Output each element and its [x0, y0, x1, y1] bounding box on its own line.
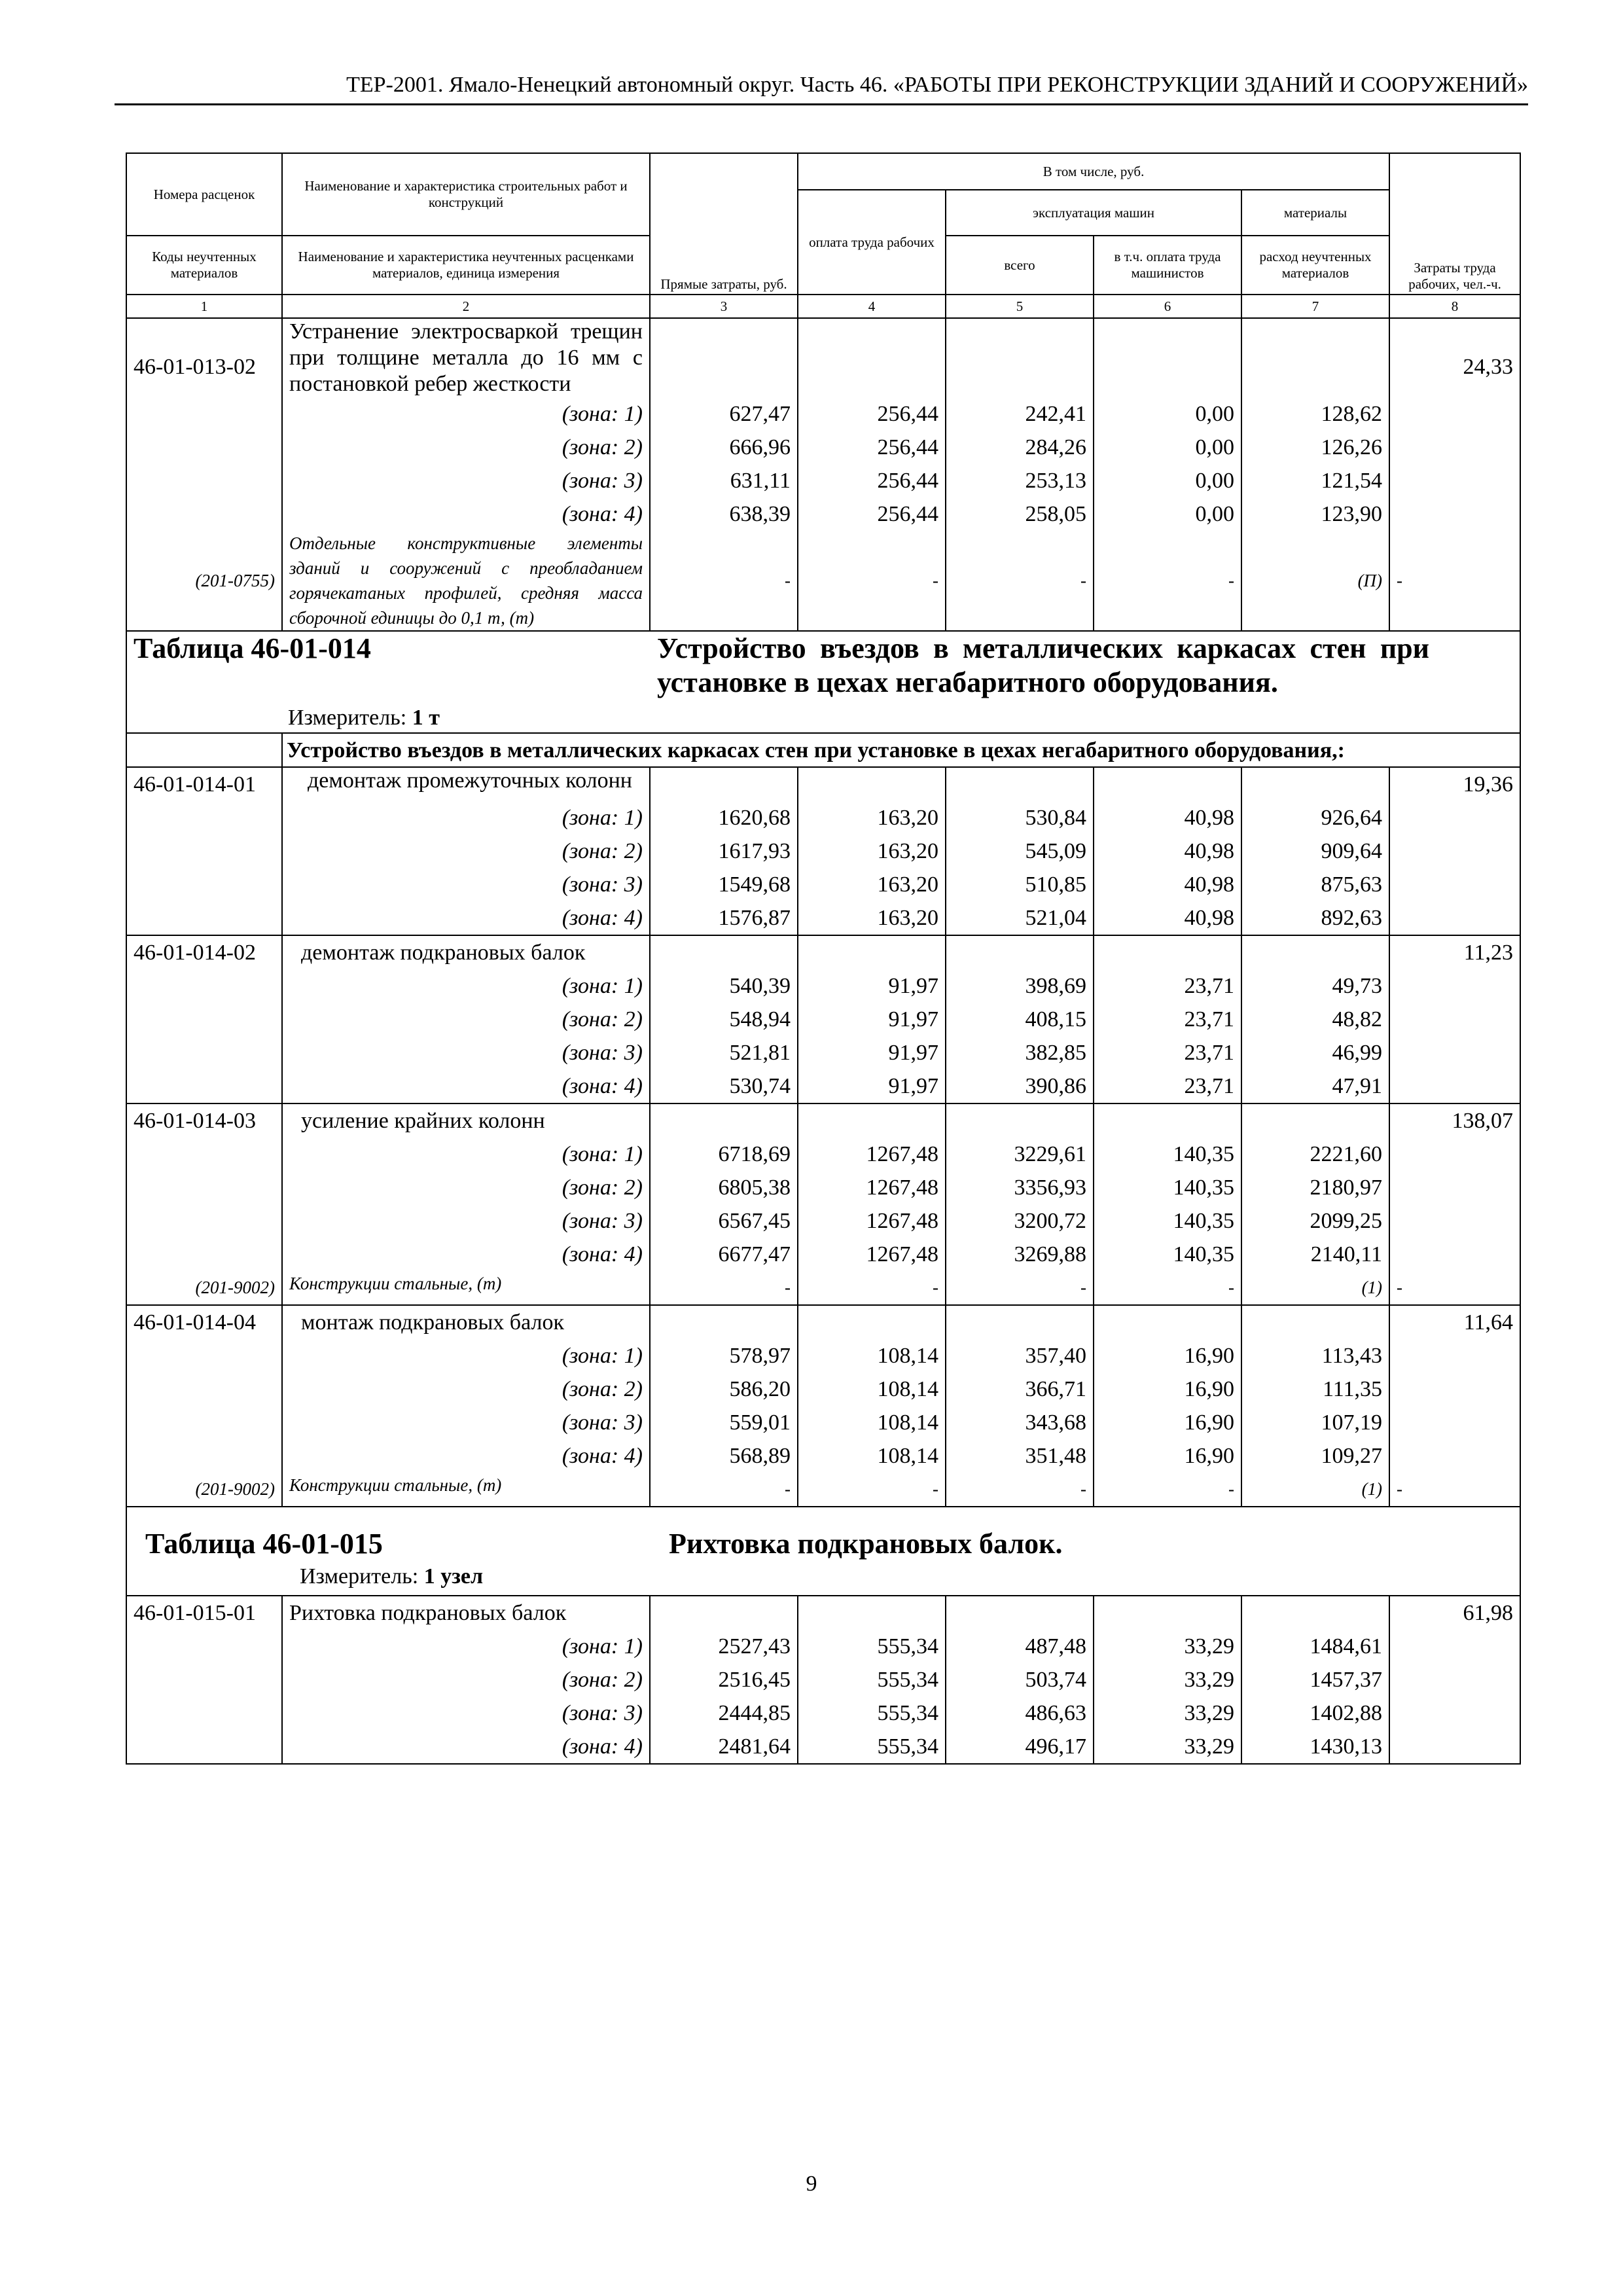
table-row — [126, 318, 1520, 397]
table-row — [126, 935, 1520, 969]
table-row — [126, 1138, 1520, 1171]
zone-label: (зона: 2) — [282, 1372, 650, 1406]
cell: 6677,47 — [650, 1238, 798, 1271]
cell: 875,63 — [1241, 868, 1389, 901]
labor-value: 11,64 — [1389, 1305, 1520, 1339]
cell: 256,44 — [798, 497, 946, 531]
page-number: 9 — [806, 2172, 817, 2196]
rate-name: монтаж подкрановых балок — [282, 1305, 650, 1339]
zone-label: (зона: 1) — [282, 801, 650, 834]
cell: 586,20 — [650, 1372, 798, 1406]
rate-code: 46-01-014-02 — [126, 935, 282, 969]
rate-name: усиление крайних колонн — [282, 1103, 650, 1138]
cell: 555,34 — [798, 1730, 946, 1764]
cell: 555,34 — [798, 1663, 946, 1696]
rate-code: 46-01-014-01 — [126, 767, 282, 801]
cell: 521,04 — [946, 901, 1094, 935]
table-row — [126, 834, 1520, 868]
labor-value: 138,07 — [1389, 1103, 1520, 1138]
table-row — [126, 1372, 1520, 1406]
col-head-material-usage: расход неучтенных материалов — [1241, 236, 1389, 295]
zone-label: (зона: 1) — [282, 397, 650, 431]
cell: - — [798, 531, 946, 631]
cell: 109,27 — [1241, 1439, 1389, 1473]
zone-label: (зона: 4) — [282, 901, 650, 935]
zone-label: (зона: 2) — [282, 1171, 650, 1204]
cell: 16,90 — [1094, 1439, 1241, 1473]
cell: 40,98 — [1094, 901, 1241, 935]
cell: 578,97 — [650, 1339, 798, 1372]
table-name: Устройство въездов в металлических каркасах стен при установке в цехах негабаритного оборудования. — [657, 632, 1429, 698]
measure-unit: 1 узел — [423, 1564, 484, 1588]
zone-label: (зона: 1) — [282, 969, 650, 1003]
material-code: (201-9002) — [126, 1473, 282, 1507]
table-row — [126, 969, 1520, 1003]
material-row — [126, 531, 1520, 631]
cell: 1267,48 — [798, 1238, 946, 1271]
cell: 638,39 — [650, 497, 798, 531]
table-row — [126, 431, 1520, 464]
cell: 113,43 — [1241, 1339, 1389, 1372]
table-row — [126, 801, 1520, 834]
cell: 108,14 — [798, 1439, 946, 1473]
zone-label: (зона: 2) — [282, 1003, 650, 1036]
cell: 2481,64 — [650, 1730, 798, 1764]
zone-label: (зона: 2) — [282, 1663, 650, 1696]
table-row — [126, 1596, 1520, 1630]
cell: 382,85 — [946, 1036, 1094, 1069]
cell: 126,26 — [1241, 431, 1389, 464]
cell: 909,64 — [1241, 834, 1389, 868]
cell: - — [798, 1271, 946, 1305]
rate-name: Устранение электросваркой трещин при толщине металла до 16 мм с постановкой ребер жесткости — [282, 318, 650, 397]
cell: 2527,43 — [650, 1630, 798, 1663]
cell: 40,98 — [1094, 801, 1241, 834]
zone-label: (зона: 1) — [282, 1630, 650, 1663]
table-row — [126, 767, 1520, 801]
rate-code: 46-01-013-02 — [126, 318, 282, 397]
col-number: 5 — [946, 295, 1094, 318]
zone-label: (зона: 3) — [282, 1696, 650, 1730]
measure — [145, 1562, 1513, 1591]
cell: 107,19 — [1241, 1406, 1389, 1439]
zone-label: (зона: 1) — [282, 1138, 650, 1171]
labor-value: 24,33 — [1389, 318, 1520, 397]
table-row — [126, 1003, 1520, 1036]
cell: 510,85 — [946, 868, 1094, 901]
material-code: (201-9002) — [126, 1271, 282, 1305]
table-name: Рихтовка подкрановых балок. — [669, 1528, 1063, 1560]
cell: 140,35 — [1094, 1171, 1241, 1204]
col-head-material-codes: Коды неучтенных материалов — [126, 236, 282, 295]
table-header — [126, 153, 1520, 318]
table-row — [126, 1036, 1520, 1069]
cell: - — [798, 1473, 946, 1507]
cell: 40,98 — [1094, 834, 1241, 868]
measure-label: Измеритель: — [288, 706, 412, 730]
cell: 242,41 — [946, 397, 1094, 431]
subtitle-row — [126, 733, 1520, 767]
labor-value: 61,98 — [1389, 1596, 1520, 1630]
cell: 3269,88 — [946, 1238, 1094, 1271]
cell: 47,91 — [1241, 1069, 1389, 1103]
col-head-materials: материалы — [1241, 190, 1389, 236]
cell: 46,99 — [1241, 1036, 1389, 1069]
cell: - — [1094, 1271, 1241, 1305]
cell: 256,44 — [798, 397, 946, 431]
col-number: 6 — [1094, 295, 1241, 318]
table-row — [126, 497, 1520, 531]
table-row — [126, 464, 1520, 497]
cell: 1457,37 — [1241, 1663, 1389, 1696]
cell: 555,34 — [798, 1696, 946, 1730]
table-subtitle: Устройство въездов в металлических каркасах стен при установке в цехах негабаритного оборудования,: — [282, 733, 1520, 767]
col-head-work-name: Наименование и характеристика строительных работ и конструкций — [282, 153, 650, 236]
table-row — [126, 1663, 1520, 1696]
cell: - — [650, 1271, 798, 1305]
rate-name: Рихтовка подкрановых балок — [282, 1596, 650, 1630]
material-qty: (1) — [1241, 1473, 1389, 1507]
col-number: 4 — [798, 295, 946, 318]
material-name: Конструкции стальные, (т) — [282, 1271, 650, 1305]
cell: 140,35 — [1094, 1204, 1241, 1238]
table-row — [126, 1103, 1520, 1138]
cell: 33,29 — [1094, 1696, 1241, 1730]
table-row — [126, 1204, 1520, 1238]
cell: 1267,48 — [798, 1171, 946, 1204]
header-rule — [115, 103, 1528, 105]
cell: 530,84 — [946, 801, 1094, 834]
cell: 49,73 — [1241, 969, 1389, 1003]
table-row — [126, 1305, 1520, 1339]
cell: 0,00 — [1094, 397, 1241, 431]
cell: 555,34 — [798, 1630, 946, 1663]
cell: - — [650, 531, 798, 631]
table-row — [126, 1339, 1520, 1372]
zone-label: (зона: 4) — [282, 1238, 650, 1271]
col-head-labor-costs: Затраты труда рабочих, чел.-ч. — [1389, 153, 1520, 295]
cell: 108,14 — [798, 1339, 946, 1372]
cell: 6718,69 — [650, 1138, 798, 1171]
cell: 892,63 — [1241, 901, 1389, 935]
table-row — [126, 868, 1520, 901]
cell: 496,17 — [946, 1730, 1094, 1764]
col-number: 1 — [126, 295, 282, 318]
cell: 40,98 — [1094, 868, 1241, 901]
cell: 48,82 — [1241, 1003, 1389, 1036]
table-row — [126, 1630, 1520, 1663]
measure — [134, 704, 1513, 732]
cell: 256,44 — [798, 464, 946, 497]
zone-label: (зона: 3) — [282, 868, 650, 901]
labor-value: 19,36 — [1389, 767, 1520, 801]
cell: 3356,93 — [946, 1171, 1094, 1204]
cell: 2180,97 — [1241, 1171, 1389, 1204]
cell: 540,39 — [650, 969, 798, 1003]
material-qty: (1) — [1241, 1271, 1389, 1305]
table-number: Таблица 46-01-014 — [134, 632, 371, 664]
cell: 128,62 — [1241, 397, 1389, 431]
zone-label: (зона: 3) — [282, 464, 650, 497]
table-number: Таблица 46-01-015 — [145, 1528, 383, 1560]
cell: 1620,68 — [650, 801, 798, 834]
cell: 23,71 — [1094, 1003, 1241, 1036]
zone-label: (зона: 3) — [282, 1406, 650, 1439]
cell: 398,69 — [946, 969, 1094, 1003]
cell: 23,71 — [1094, 969, 1241, 1003]
col-number: 7 — [1241, 295, 1389, 318]
section-heading — [126, 631, 1520, 733]
col-head-material-name: Наименование и характеристика неучтенных расценками материалов, единица измерения — [282, 236, 650, 295]
col-head-worker-pay: оплата труда рабочих — [798, 190, 946, 295]
cell: 631,11 — [650, 464, 798, 497]
cell: - — [946, 1271, 1094, 1305]
table-row — [126, 1439, 1520, 1473]
material-row — [126, 1473, 1520, 1507]
rates-table — [126, 152, 1521, 1765]
cell: 357,40 — [946, 1339, 1094, 1372]
table-row — [126, 901, 1520, 935]
cell: 487,48 — [946, 1630, 1094, 1663]
cell: 1402,88 — [1241, 1696, 1389, 1730]
cell: 559,01 — [650, 1406, 798, 1439]
cell: 258,05 — [946, 497, 1094, 531]
cell: 408,15 — [946, 1003, 1094, 1036]
cell: 926,64 — [1241, 801, 1389, 834]
rate-code: 46-01-014-04 — [126, 1305, 282, 1339]
cell: 1576,87 — [650, 901, 798, 935]
measure-label: Измеритель: — [300, 1564, 424, 1588]
cell: 1267,48 — [798, 1138, 946, 1171]
section-heading — [126, 1507, 1520, 1596]
table-row — [126, 1238, 1520, 1271]
zone-label: (зона: 3) — [282, 1036, 650, 1069]
col-number: 2 — [282, 295, 650, 318]
col-number: 3 — [650, 295, 798, 318]
measure-unit: 1 т — [412, 706, 440, 730]
cell: 0,00 — [1094, 497, 1241, 531]
material-code: (201-0755) — [126, 531, 282, 631]
cell: 256,44 — [798, 431, 946, 464]
cell: 666,96 — [650, 431, 798, 464]
cell: 121,54 — [1241, 464, 1389, 497]
cell: - — [1389, 1271, 1520, 1305]
cell: 163,20 — [798, 834, 946, 868]
col-head-including: В том числе, руб. — [798, 153, 1389, 190]
cell: 503,74 — [946, 1663, 1094, 1696]
cell: 3229,61 — [946, 1138, 1094, 1171]
col-head-machines-total: всего — [946, 236, 1094, 295]
cell: 2140,11 — [1241, 1238, 1389, 1271]
cell: 23,71 — [1094, 1036, 1241, 1069]
cell: - — [1389, 531, 1520, 631]
col-head-machines: эксплуатация машин — [946, 190, 1241, 236]
cell: 545,09 — [946, 834, 1094, 868]
cell: 366,71 — [946, 1372, 1094, 1406]
cell: 33,29 — [1094, 1730, 1241, 1764]
cell: 568,89 — [650, 1439, 798, 1473]
material-name: Конструкции стальные, (т) — [282, 1473, 650, 1507]
cell: 91,97 — [798, 969, 946, 1003]
cell: 91,97 — [798, 1003, 946, 1036]
cell: 390,86 — [946, 1069, 1094, 1103]
zone-label: (зона: 1) — [282, 1339, 650, 1372]
cell: 1617,93 — [650, 834, 798, 868]
cell: 3200,72 — [946, 1204, 1094, 1238]
cell: 163,20 — [798, 868, 946, 901]
material-qty: (П) — [1241, 531, 1389, 631]
cell: 2516,45 — [650, 1663, 798, 1696]
rate-name: демонтаж промежуточных колонн — [282, 767, 650, 801]
cell: 1267,48 — [798, 1204, 946, 1238]
material-name: Отдельные конструктивные элементы зданий и сооружений с преобладанием горячекатаных профилей, средняя масса сборочной единицы до 0,1 т, (т) — [282, 531, 650, 631]
zone-label: (зона: 4) — [282, 1069, 650, 1103]
cell: 0,00 — [1094, 431, 1241, 464]
rate-name: демонтаж подкрановых балок — [282, 935, 650, 969]
zone-label: (зона: 3) — [282, 1204, 650, 1238]
cell: 627,47 — [650, 397, 798, 431]
cell: 140,35 — [1094, 1138, 1241, 1171]
cell: - — [1094, 531, 1241, 631]
cell: - — [1389, 1473, 1520, 1507]
cell: 33,29 — [1094, 1630, 1241, 1663]
cell: 0,00 — [1094, 464, 1241, 497]
cell: - — [1094, 1473, 1241, 1507]
cell: 1430,13 — [1241, 1730, 1389, 1764]
cell: 91,97 — [798, 1069, 946, 1103]
zone-label: (зона: 2) — [282, 834, 650, 868]
rate-code: 46-01-014-03 — [126, 1103, 282, 1138]
material-row — [126, 1271, 1520, 1305]
cell: 111,35 — [1241, 1372, 1389, 1406]
zone-label: (зона: 4) — [282, 1730, 650, 1764]
table-row — [126, 1069, 1520, 1103]
cell: 521,81 — [650, 1036, 798, 1069]
cell: 163,20 — [798, 901, 946, 935]
col-number: 8 — [1389, 295, 1520, 318]
zone-label: (зона: 4) — [282, 1439, 650, 1473]
cell: 6805,38 — [650, 1171, 798, 1204]
cell: 140,35 — [1094, 1238, 1241, 1271]
col-head-operator-pay: в т.ч. оплата труда машинистов — [1094, 236, 1241, 295]
cell: 123,90 — [1241, 497, 1389, 531]
table-row — [126, 1696, 1520, 1730]
table-row — [126, 1406, 1520, 1439]
cell: 284,26 — [946, 431, 1094, 464]
cell: 548,94 — [650, 1003, 798, 1036]
col-head-direct-costs: Прямые затраты, руб. — [650, 153, 798, 295]
col-head-rate-numbers: Номера расценок — [126, 153, 282, 236]
cell: 16,90 — [1094, 1406, 1241, 1439]
table-row — [126, 1171, 1520, 1204]
zone-label: (зона: 4) — [282, 497, 650, 531]
cell: 163,20 — [798, 801, 946, 834]
labor-value: 11,23 — [1389, 935, 1520, 969]
cell: - — [650, 1473, 798, 1507]
table-row — [126, 397, 1520, 431]
cell: 530,74 — [650, 1069, 798, 1103]
cell: 351,48 — [946, 1439, 1094, 1473]
cell: 1549,68 — [650, 868, 798, 901]
cell: 2099,25 — [1241, 1204, 1389, 1238]
cell: 16,90 — [1094, 1339, 1241, 1372]
cell: 33,29 — [1094, 1663, 1241, 1696]
cell: 486,63 — [946, 1696, 1094, 1730]
table-row — [126, 1730, 1520, 1764]
cell: - — [946, 1473, 1094, 1507]
cell: 253,13 — [946, 464, 1094, 497]
zone-label: (зона: 2) — [282, 431, 650, 464]
cell: 108,14 — [798, 1372, 946, 1406]
cell: - — [946, 531, 1094, 631]
cell: 1484,61 — [1241, 1630, 1389, 1663]
cell: 2221,60 — [1241, 1138, 1389, 1171]
cell: 343,68 — [946, 1406, 1094, 1439]
rate-code: 46-01-015-01 — [126, 1596, 282, 1630]
cell: 6567,45 — [650, 1204, 798, 1238]
cell: 16,90 — [1094, 1372, 1241, 1406]
cell: 23,71 — [1094, 1069, 1241, 1103]
cell: 91,97 — [798, 1036, 946, 1069]
running-header: ТЕР-2001. Ямало-Ненецкий автономный округ. Часть 46. «РАБОТЫ ПРИ РЕКОНСТРУКЦИИ ЗДАНИЙ И СООРУЖЕНИЙ» — [346, 73, 1528, 97]
cell: 108,14 — [798, 1406, 946, 1439]
cell: 2444,85 — [650, 1696, 798, 1730]
